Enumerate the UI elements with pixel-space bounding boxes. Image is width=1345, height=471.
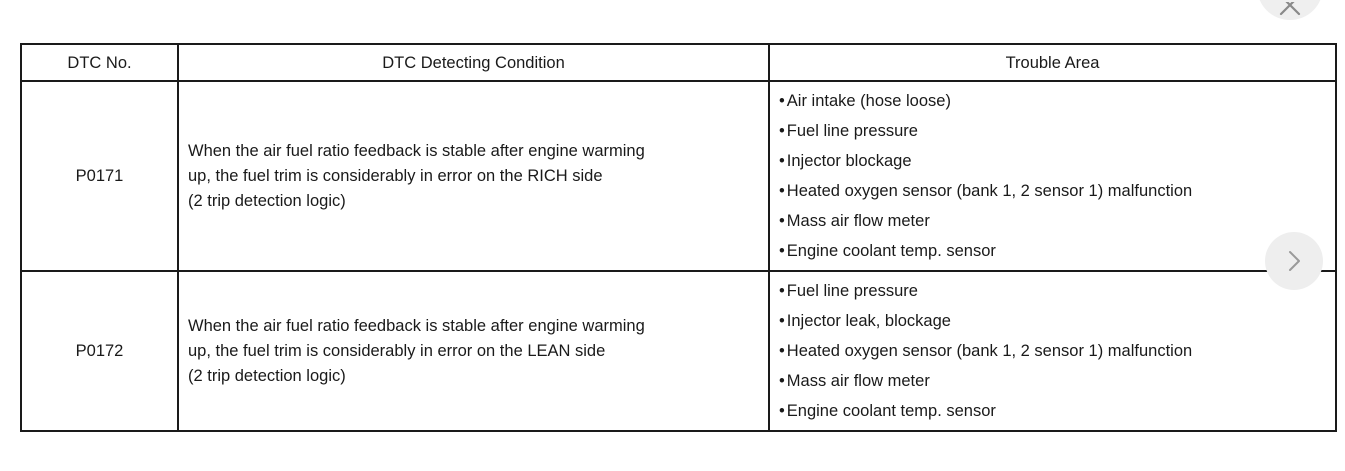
list-item: • Fuel line pressure [779, 116, 1335, 146]
table-row [21, 271, 1336, 431]
trouble-area [769, 81, 1336, 271]
list-item: • Heated oxygen sensor (bank 1, 2 sensor 1) malfunction [779, 176, 1335, 206]
trouble-area [769, 271, 1336, 431]
trouble-area-list [779, 276, 1335, 426]
header-detecting-condition: DTC Detecting Condition [178, 44, 769, 81]
dtc-code: P0172 [21, 271, 178, 431]
header-trouble-area: Trouble Area [769, 44, 1336, 81]
header-dtc-no: DTC No. [21, 44, 178, 81]
list-item: • Fuel line pressure [779, 276, 1335, 306]
condition-line: When the air fuel ratio feedback is stable after engine warming [188, 141, 645, 160]
list-item: • Mass air flow meter [779, 366, 1335, 396]
dtc-code: P0171 [21, 81, 178, 271]
list-item: • Injector blockage [779, 146, 1335, 176]
list-item: • Engine coolant temp. sensor [779, 236, 1335, 266]
list-item: • Heated oxygen sensor (bank 1, 2 sensor 1) malfunction [779, 336, 1335, 366]
list-item: • Engine coolant temp. sensor [779, 396, 1335, 426]
detecting-condition [178, 81, 769, 271]
condition-line: When the air fuel ratio feedback is stable after engine warming [188, 316, 645, 335]
chevron-right-icon [1287, 250, 1301, 272]
close-icon [1279, 2, 1301, 16]
trouble-area-list [779, 86, 1335, 266]
list-item: • Injector leak, blockage [779, 306, 1335, 336]
condition-line: up, the fuel trim is considerably in error on the RICH side [188, 166, 603, 185]
table-row [21, 81, 1336, 271]
dtc-table [20, 43, 1337, 432]
next-button[interactable] [1265, 232, 1323, 290]
close-button[interactable] [1257, 0, 1323, 20]
table-header-row [21, 44, 1336, 81]
condition-line: (2 trip detection logic) [188, 366, 346, 385]
detecting-condition [178, 271, 769, 431]
list-item: • Air intake (hose loose) [779, 86, 1335, 116]
list-item: • Mass air flow meter [779, 206, 1335, 236]
condition-line: (2 trip detection logic) [188, 191, 346, 210]
condition-line: up, the fuel trim is considerably in error on the LEAN side [188, 341, 606, 360]
